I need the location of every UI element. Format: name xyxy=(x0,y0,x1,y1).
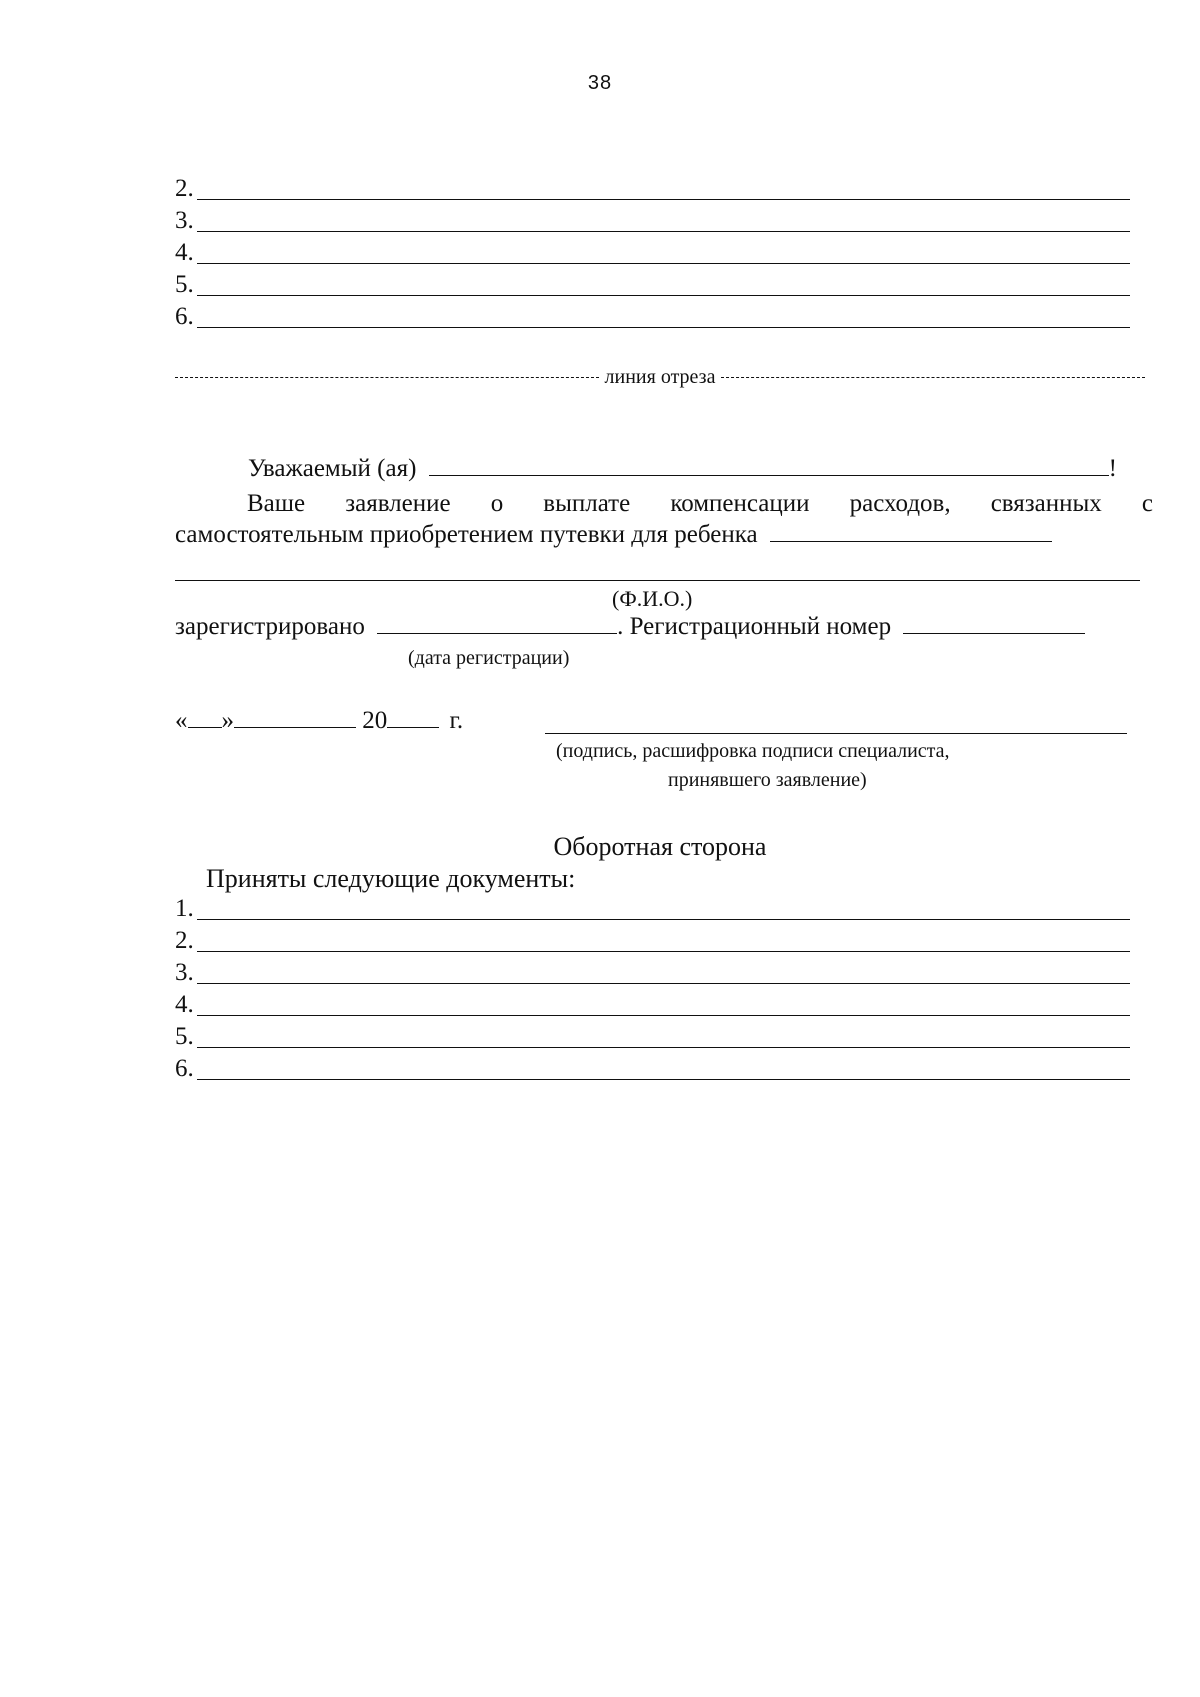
list-item-number: 6. xyxy=(175,1055,194,1082)
signature-caption-line-2: принявшего заявление) xyxy=(668,769,867,791)
signature-line xyxy=(545,732,1127,734)
list-item-number: 6. xyxy=(175,303,194,330)
fill-in-line xyxy=(197,263,1130,264)
list-item-number: 2. xyxy=(175,927,194,954)
fill-in-line xyxy=(197,295,1130,296)
date-line xyxy=(175,708,463,733)
child-name-blank xyxy=(770,540,1052,542)
day-blank xyxy=(188,726,222,728)
statement-word: компенсации xyxy=(670,490,810,517)
list-item-number: 4. xyxy=(175,239,194,266)
open-quote: « xyxy=(175,707,188,734)
cut-line-dashes-left xyxy=(175,377,599,378)
list-item-number: 3. xyxy=(175,959,194,986)
statement-word: с xyxy=(1141,490,1153,517)
cut-line xyxy=(175,366,1145,389)
accepted-documents-heading: Приняты следующие документы: xyxy=(206,864,576,893)
fill-in-line xyxy=(197,1047,1130,1048)
fill-in-line xyxy=(197,1079,1130,1080)
fill-in-line xyxy=(197,199,1130,200)
list-item-number: 5. xyxy=(175,271,194,298)
statement-word: Ваше xyxy=(247,490,306,517)
fill-in-line xyxy=(197,983,1130,984)
recipient-name-blank xyxy=(429,474,1109,476)
list-item xyxy=(175,1050,1130,1082)
year-suffix: г. xyxy=(449,707,464,734)
list-item xyxy=(175,954,1130,986)
page-number: 38 xyxy=(587,72,613,94)
list-item-number: 1. xyxy=(175,895,194,922)
list-item xyxy=(175,890,1130,922)
year-prefix: 20 xyxy=(362,707,388,734)
list-item xyxy=(175,986,1130,1018)
list-item xyxy=(175,1018,1130,1050)
fill-in-line xyxy=(197,327,1130,328)
accepted-documents-list xyxy=(175,890,1130,1082)
list-item xyxy=(175,298,1130,330)
statement-line-2 xyxy=(175,522,1052,547)
year-blank xyxy=(387,726,439,728)
list-item-number: 2. xyxy=(175,175,194,202)
statement-line-1 xyxy=(175,490,1153,518)
list-item xyxy=(175,266,1130,298)
fill-in-line xyxy=(197,1015,1130,1016)
top-documents-list xyxy=(175,170,1130,330)
list-item-number: 5. xyxy=(175,1023,194,1050)
registration-number-label: . Регистрационный номер xyxy=(617,613,892,640)
cut-line-dashes-right xyxy=(721,377,1145,378)
registration-date-blank xyxy=(377,632,617,634)
fill-in-line xyxy=(197,919,1130,920)
month-blank xyxy=(234,726,356,728)
registration-line xyxy=(175,614,1085,639)
statement-word: выплате xyxy=(543,490,631,517)
list-item-number: 3. xyxy=(175,207,194,234)
statement-word: о xyxy=(490,490,504,517)
greeting-prefix: Уважаемый (ая) xyxy=(248,455,417,482)
greeting-exclamation: ! xyxy=(1108,455,1117,482)
cut-line-label: линия отреза xyxy=(604,366,716,388)
greeting-line xyxy=(248,456,1117,481)
statement-word: заявление xyxy=(345,490,451,517)
list-item xyxy=(175,202,1130,234)
fill-in-line xyxy=(197,951,1130,952)
reverse-side-heading: Оборотная сторона xyxy=(553,832,767,861)
list-item-number: 4. xyxy=(175,991,194,1018)
fill-in-line xyxy=(197,231,1130,232)
list-item xyxy=(175,170,1130,202)
statement-text: самостоятельным приобретением путевки для ребенка xyxy=(175,521,758,548)
registered-label: зарегистрировано xyxy=(175,613,365,640)
statement-word: связанных xyxy=(990,490,1102,517)
close-quote: » xyxy=(221,707,234,734)
child-name-line xyxy=(175,580,1140,581)
list-item xyxy=(175,922,1130,954)
registration-number-blank xyxy=(903,632,1085,634)
statement-word: расходов, xyxy=(849,490,951,517)
signature-caption-line-1: (подпись, расшифровка подписи специалиста, xyxy=(556,740,950,762)
registration-date-caption: (дата регистрации) xyxy=(408,647,570,669)
list-item xyxy=(175,234,1130,266)
fio-caption: (Ф.И.О.) xyxy=(612,586,693,611)
